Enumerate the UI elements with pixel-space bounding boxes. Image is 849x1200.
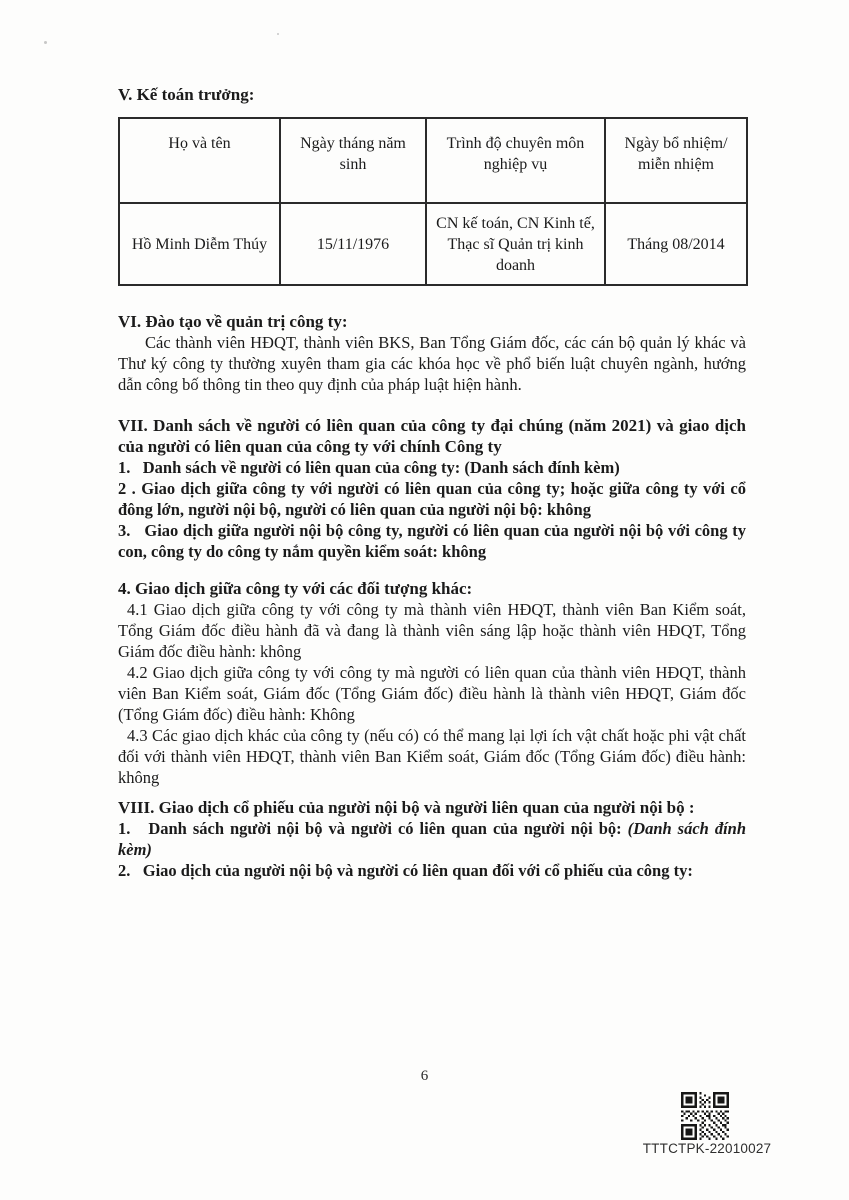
section-vi-heading: VI. Đào tạo về quản trị công ty: xyxy=(118,312,348,331)
cell-birthdate: 15/11/1976 xyxy=(280,203,426,285)
list-item-vii-3: 3. Giao dịch giữa người nội bộ công ty, người có liên quan của người nội bộ với công ty con, công ty do công ty nắm quyền kiểm soát: không xyxy=(118,521,746,561)
list-item-viii-1-text: 1. Danh sách người nội bộ và người có liên quan của người nội bộ: xyxy=(118,819,628,838)
qr-block xyxy=(622,1092,792,1156)
list-item-vii-1: 1. Danh sách về người có liên quan của công ty: (Danh sách đính kèm) xyxy=(118,458,620,477)
column-header-name: Họ và tên xyxy=(119,118,280,203)
list-item-viii-2: 2. Giao dịch của người nội bộ và người có liên quan đối với cổ phiếu của công ty: xyxy=(118,861,693,880)
section-v-heading: V. Kế toán trưởng: xyxy=(118,85,255,104)
column-header-qualification: Trình độ chuyên môn nghiệp vụ xyxy=(426,118,605,203)
scan-speck xyxy=(44,41,47,44)
scan-speck xyxy=(277,33,279,35)
document-content xyxy=(118,84,746,881)
list-item-vii-4-1: 4.1 Giao dịch giữa công ty với công ty mà thành viên HĐQT, thành viên Ban Kiểm soát, Tổng Giám đốc điều hành đã và đang là thành viên sáng lập hoặc thành viên HĐQT, Tổng Giám đốc điều hành: không xyxy=(118,600,746,661)
cell-name: Hồ Minh Diễm Thúy xyxy=(119,203,280,285)
qr-label: TTTCTPK-22010027 xyxy=(642,1141,772,1156)
table-header-row xyxy=(119,118,747,203)
cell-qualification: CN kế toán, CN Kinh tế, Thạc sĩ Quản trị kinh doanh xyxy=(426,203,605,285)
column-header-birthdate: Ngày tháng năm sinh xyxy=(280,118,426,203)
section-vi-paragraph: Các thành viên HĐQT, thành viên BKS, Ban Tổng Giám đốc, các cán bộ quản lý khác và Thư ký công ty thường xuyên tham gia các khóa học về phổ biến luật chuyên ngành, hướng dẫn công bố thông tin theo quy định của pháp luật hiện hành. xyxy=(118,333,746,394)
list-item-vii-4-3: 4.3 Các giao dịch khác của công ty (nếu có) có thể mang lại lợi ích vật chất hoặc phi vật chất đối với thành viên HĐQT, thành viên Ban Kiểm soát, Giám đốc (Tổng Giám đốc) điều hành: không xyxy=(118,726,746,787)
list-item-vii-4-heading: 4. Giao dịch giữa công ty với các đối tượng khác: xyxy=(118,579,473,598)
list-item-viii-1 xyxy=(118,818,746,860)
section-viii-heading: VIII. Giao dịch cổ phiếu của người nội bộ và người liên quan của người nội bộ : xyxy=(118,798,695,817)
page-number: 6 xyxy=(420,1068,429,1084)
list-item-vii-2: 2 . Giao dịch giữa công ty với người có liên quan của công ty; hoặc giữa công ty với cổ đông lớn, người nội bộ, người có liên quan của người nội bộ: không xyxy=(118,479,746,519)
attachment-note: (Danh sách đính kèm) xyxy=(118,819,747,859)
list-item-vii-4-2: 4.2 Giao dịch giữa công ty với công ty mà người có liên quan của thành viên HĐQT, thành viên Ban Kiểm soát, Giám đốc (Tổng Giám đốc) điều hành là thành viên HĐQT, Giám đốc (Tổng Giám đốc) điều hành: Không xyxy=(118,663,746,724)
cell-appointment: Tháng 08/2014 xyxy=(605,203,747,285)
table-row xyxy=(119,203,747,285)
column-header-appointment: Ngày bổ nhiệm/ miễn nhiệm xyxy=(605,118,747,203)
section-vii-heading: VII. Danh sách về người có liên quan của công ty đại chúng (năm 2021) và giao dịch của người có liên quan của công ty với chính Công ty xyxy=(118,416,746,456)
chief-accountant-table xyxy=(118,117,748,286)
qr-code-icon xyxy=(679,1092,731,1140)
